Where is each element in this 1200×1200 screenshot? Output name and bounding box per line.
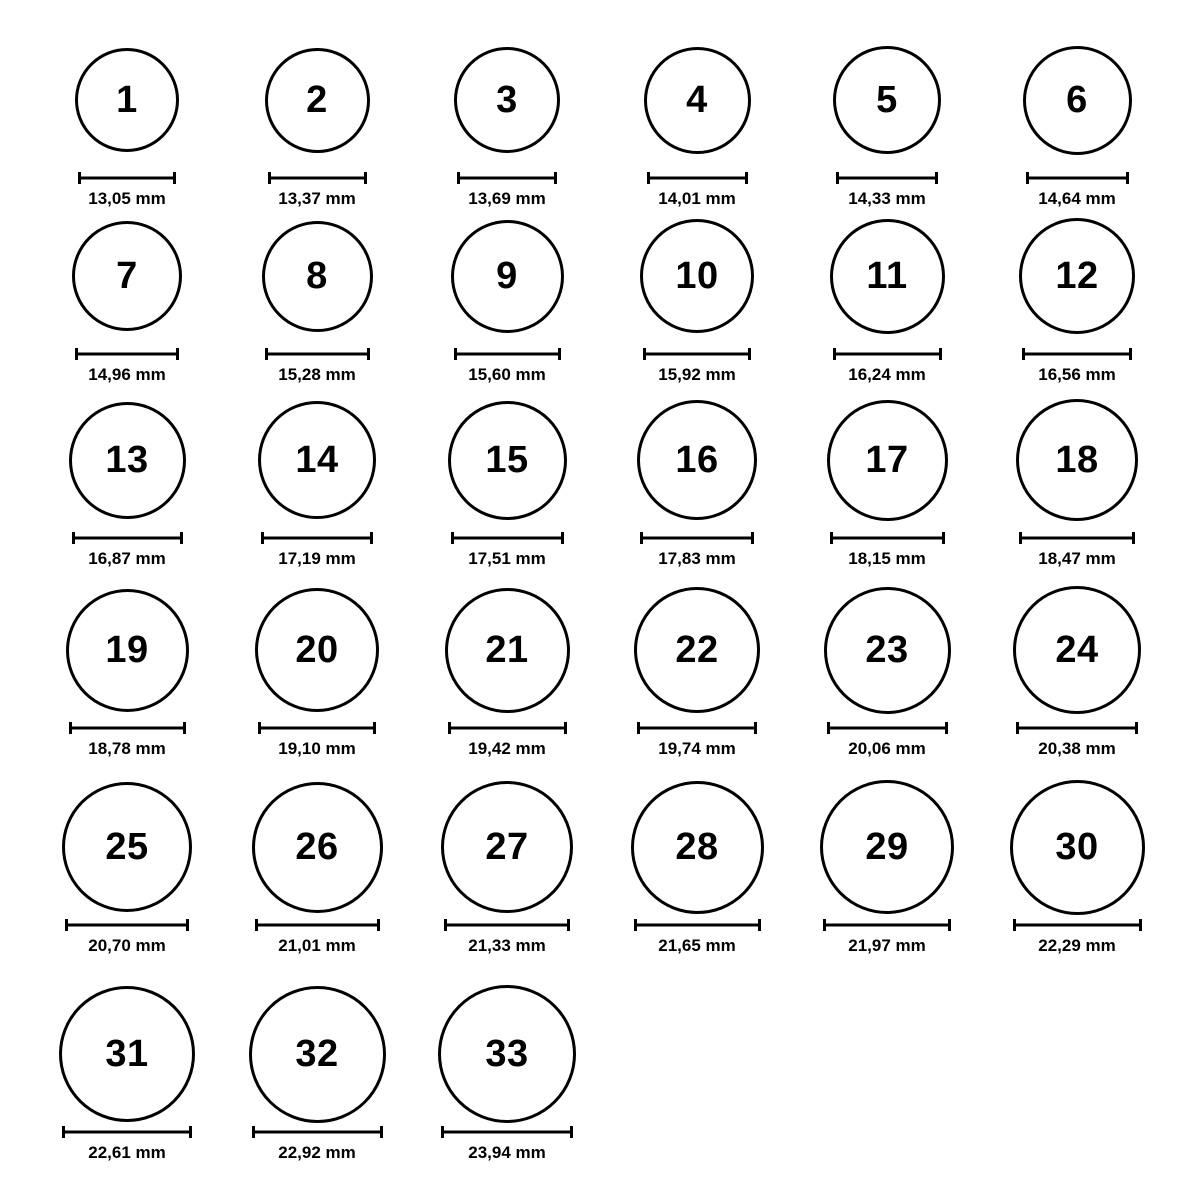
- diameter-measure-bar: [65, 919, 189, 931]
- measure-line: [444, 924, 570, 927]
- measure-cap-left: [444, 919, 447, 931]
- diameter-label: 22,92 mm: [278, 1143, 356, 1162]
- measure-cap-left: [72, 532, 75, 544]
- measure-cap-right: [567, 919, 570, 931]
- measure-line: [836, 177, 938, 180]
- ring-circle-wrap: [262, 204, 373, 348]
- ring-circle-wrap: [1019, 204, 1135, 348]
- ring-size-number: 21: [485, 629, 529, 671]
- measure-line: [448, 727, 567, 730]
- ring-circle: [445, 588, 570, 713]
- ring-circle-wrap: [66, 578, 189, 722]
- ring-circle: [1010, 780, 1145, 915]
- ring-size-cell: [222, 578, 412, 759]
- ring-circle-wrap: [75, 28, 179, 172]
- measure-cap-right: [948, 919, 951, 931]
- measure-cap-left: [454, 348, 457, 360]
- ring-size-cell: [602, 775, 792, 956]
- diameter-label: 22,29 mm: [1038, 936, 1116, 955]
- ring-size-cell: [792, 578, 982, 759]
- ring-size-number: 5: [876, 79, 898, 121]
- ring-circle: [249, 986, 386, 1123]
- measure-cap-right: [377, 919, 380, 931]
- ring-size-cell: [412, 28, 602, 209]
- ring-size-cell: [602, 388, 792, 569]
- ring-circle-wrap: [448, 388, 567, 532]
- measure-line: [1022, 353, 1132, 356]
- measure-line: [255, 924, 380, 927]
- ring-size-number: 15: [485, 439, 529, 481]
- measure-line: [647, 177, 748, 180]
- measure-line: [62, 1131, 192, 1134]
- measure-cap-left: [252, 1126, 255, 1138]
- ring-circle-wrap: [454, 28, 560, 172]
- ring-circle: [258, 401, 376, 519]
- ring-circle-wrap: [252, 775, 383, 919]
- diameter-measure-bar: [252, 1126, 383, 1138]
- ring-size-number: 1: [116, 79, 138, 121]
- diameter-label: 20,06 mm: [848, 739, 926, 758]
- ring-size-cell: [222, 204, 412, 385]
- ring-circle-wrap: [441, 775, 573, 919]
- diameter-measure-bar: [69, 722, 186, 734]
- ring-circle: [827, 400, 948, 521]
- measure-line: [78, 177, 176, 180]
- ring-circle-wrap: [827, 388, 948, 532]
- measure-cap-left: [65, 919, 68, 931]
- ring-size-cell: [792, 204, 982, 385]
- ring-size-cell: [412, 775, 602, 956]
- ring-circle-wrap: [258, 388, 376, 532]
- ring-size-number: 28: [675, 826, 719, 868]
- measure-cap-right: [748, 348, 751, 360]
- ring-circle-wrap: [451, 204, 564, 348]
- ring-circle-wrap: [249, 982, 386, 1126]
- diameter-label: 14,96 mm: [88, 365, 166, 384]
- ring-size-number: 32: [295, 1033, 339, 1075]
- ring-circle-wrap: [1023, 28, 1132, 172]
- ring-size-cell: [792, 28, 982, 209]
- measure-line: [823, 924, 951, 927]
- measure-cap-left: [647, 172, 650, 184]
- diameter-measure-bar: [647, 172, 748, 184]
- measure-cap-right: [554, 172, 557, 184]
- diameter-label: 17,51 mm: [468, 549, 546, 568]
- measure-cap-left: [634, 919, 637, 931]
- ring-size-number: 4: [686, 79, 708, 121]
- diameter-label: 15,28 mm: [278, 365, 356, 384]
- measure-cap-right: [189, 1126, 192, 1138]
- measure-cap-left: [637, 722, 640, 734]
- diameter-label: 21,33 mm: [468, 936, 546, 955]
- ring-size-cell: [602, 204, 792, 385]
- measure-cap-right: [935, 172, 938, 184]
- measure-line: [265, 353, 370, 356]
- diameter-label: 13,37 mm: [278, 189, 356, 208]
- ring-circle: [255, 588, 379, 712]
- measure-line: [69, 727, 186, 730]
- measure-cap-right: [1126, 172, 1129, 184]
- ring-circle: [454, 47, 560, 153]
- ring-size-cell: [412, 204, 602, 385]
- measure-cap-right: [370, 532, 373, 544]
- measure-cap-right: [945, 722, 948, 734]
- measure-cap-left: [75, 348, 78, 360]
- measure-cap-right: [373, 722, 376, 734]
- ring-circle-wrap: [634, 578, 760, 722]
- ring-circle-wrap: [631, 775, 764, 919]
- ring-size-number: 33: [485, 1033, 529, 1075]
- ring-circle-wrap: [833, 28, 941, 172]
- measure-cap-right: [183, 722, 186, 734]
- measure-cap-left: [836, 172, 839, 184]
- measure-line: [830, 537, 945, 540]
- ring-circle-wrap: [824, 578, 951, 722]
- measure-line: [268, 177, 367, 180]
- measure-line: [75, 353, 179, 356]
- measure-cap-left: [78, 172, 81, 184]
- ring-circle: [820, 780, 954, 914]
- measure-cap-left: [830, 532, 833, 544]
- measure-cap-right: [939, 348, 942, 360]
- diameter-measure-bar: [62, 1126, 192, 1138]
- measure-line: [640, 537, 754, 540]
- ring-size-cell: [32, 204, 222, 385]
- ring-size-cell: [412, 388, 602, 569]
- ring-size-number: 23: [865, 629, 909, 671]
- diameter-label: 13,05 mm: [88, 189, 166, 208]
- diameter-measure-bar: [268, 172, 367, 184]
- ring-size-number: 12: [1055, 255, 1099, 297]
- ring-size-number: 2: [306, 79, 328, 121]
- measure-cap-right: [180, 532, 183, 544]
- diameter-label: 16,56 mm: [1038, 365, 1116, 384]
- measure-cap-left: [1019, 532, 1022, 544]
- ring-circle-wrap: [62, 775, 192, 919]
- ring-circle: [262, 221, 373, 332]
- measure-cap-right: [1135, 722, 1138, 734]
- ring-circle-wrap: [644, 28, 751, 172]
- diameter-label: 18,47 mm: [1038, 549, 1116, 568]
- measure-cap-right: [570, 1126, 573, 1138]
- diameter-measure-bar: [258, 722, 376, 734]
- diameter-measure-bar: [833, 348, 942, 360]
- diameter-measure-bar: [1013, 919, 1142, 931]
- diameter-label: 19,74 mm: [658, 739, 736, 758]
- measure-line: [643, 353, 751, 356]
- ring-circle-wrap: [59, 982, 195, 1126]
- diameter-measure-bar: [836, 172, 938, 184]
- diameter-label: 19,10 mm: [278, 739, 356, 758]
- ring-circle-wrap: [255, 578, 379, 722]
- diameter-label: 21,65 mm: [658, 936, 736, 955]
- ring-circle-wrap: [445, 578, 570, 722]
- ring-circle-wrap: [637, 388, 757, 532]
- diameter-measure-bar: [1019, 532, 1135, 544]
- measure-cap-left: [69, 722, 72, 734]
- ring-size-number: 18: [1055, 439, 1099, 481]
- ring-size-number: 26: [295, 826, 339, 868]
- measure-line: [457, 177, 557, 180]
- ring-size-number: 31: [105, 1033, 149, 1075]
- ring-circle: [448, 401, 567, 520]
- ring-size-number: 6: [1066, 79, 1088, 121]
- ring-size-cell: [982, 775, 1172, 956]
- measure-line: [1013, 924, 1142, 927]
- ring-size-cell: [222, 388, 412, 569]
- ring-circle-wrap: [265, 28, 370, 172]
- ring-size-number: 29: [865, 826, 909, 868]
- ring-size-number: 14: [295, 439, 339, 481]
- diameter-measure-bar: [75, 348, 179, 360]
- ring-circle-wrap: [640, 204, 754, 348]
- diameter-label: 23,94 mm: [468, 1143, 546, 1162]
- ring-circle: [1013, 586, 1141, 714]
- measure-cap-left: [1013, 919, 1016, 931]
- ring-size-cell: [32, 775, 222, 956]
- ring-circle: [637, 400, 757, 520]
- measure-cap-right: [942, 532, 945, 544]
- diameter-measure-bar: [643, 348, 751, 360]
- ring-size-number: 3: [496, 79, 518, 121]
- ring-size-cell: [602, 578, 792, 759]
- diameter-measure-bar: [827, 722, 948, 734]
- measure-cap-right: [745, 172, 748, 184]
- diameter-label: 14,64 mm: [1038, 189, 1116, 208]
- ring-size-cell: [32, 388, 222, 569]
- measure-cap-left: [441, 1126, 444, 1138]
- diameter-measure-bar: [830, 532, 945, 544]
- measure-cap-right: [176, 348, 179, 360]
- diameter-measure-bar: [448, 722, 567, 734]
- ring-size-cell: [32, 578, 222, 759]
- measure-cap-right: [1129, 348, 1132, 360]
- ring-circle: [252, 782, 383, 913]
- ring-circle: [640, 219, 754, 333]
- ring-size-cell: [602, 28, 792, 209]
- ring-size-number: 22: [675, 629, 719, 671]
- ring-size-number: 13: [105, 439, 149, 481]
- diameter-label: 15,92 mm: [658, 365, 736, 384]
- measure-cap-left: [1022, 348, 1025, 360]
- diameter-label: 18,78 mm: [88, 739, 166, 758]
- measure-line: [1026, 177, 1129, 180]
- diameter-label: 22,61 mm: [88, 1143, 166, 1162]
- ring-size-cell: [982, 388, 1172, 569]
- ring-circle: [644, 47, 751, 154]
- measure-cap-left: [62, 1126, 65, 1138]
- measure-line: [451, 537, 564, 540]
- ring-size-cell: [982, 578, 1172, 759]
- ring-size-cell: [792, 775, 982, 956]
- ring-size-cell: [982, 204, 1172, 385]
- diameter-measure-bar: [78, 172, 176, 184]
- measure-line: [634, 924, 761, 927]
- diameter-measure-bar: [261, 532, 373, 544]
- diameter-label: 20,38 mm: [1038, 739, 1116, 758]
- ring-circle: [72, 221, 182, 331]
- ring-size-number: 17: [865, 439, 909, 481]
- diameter-label: 19,42 mm: [468, 739, 546, 758]
- measure-line: [833, 353, 942, 356]
- ring-size-number: 19: [105, 629, 149, 671]
- ring-circle-wrap: [1010, 775, 1145, 919]
- ring-circle: [634, 587, 760, 713]
- measure-cap-right: [367, 348, 370, 360]
- ring-circle: [69, 402, 186, 519]
- ring-circle: [1023, 46, 1132, 155]
- ring-circle: [830, 219, 945, 334]
- diameter-label: 14,01 mm: [658, 189, 736, 208]
- measure-cap-right: [754, 722, 757, 734]
- measure-cap-left: [448, 722, 451, 734]
- measure-cap-right: [751, 532, 754, 544]
- measure-line: [65, 924, 189, 927]
- measure-line: [637, 727, 757, 730]
- measure-cap-left: [1026, 172, 1029, 184]
- ring-size-cell: [412, 578, 602, 759]
- measure-cap-right: [1132, 532, 1135, 544]
- measure-cap-left: [255, 919, 258, 931]
- ring-size-cell: [222, 28, 412, 209]
- diameter-label: 14,33 mm: [848, 189, 926, 208]
- ring-size-number: 20: [295, 629, 339, 671]
- ring-size-cell: [222, 982, 412, 1163]
- measure-line: [454, 353, 561, 356]
- ring-circle: [824, 587, 951, 714]
- diameter-measure-bar: [457, 172, 557, 184]
- ring-size-number: 27: [485, 826, 529, 868]
- measure-cap-right: [186, 919, 189, 931]
- measure-line: [252, 1131, 383, 1134]
- ring-size-cell: [222, 775, 412, 956]
- diameter-measure-bar: [265, 348, 370, 360]
- ring-circle: [66, 589, 189, 712]
- ring-circle: [62, 782, 192, 912]
- measure-cap-right: [364, 172, 367, 184]
- measure-cap-right: [758, 919, 761, 931]
- ring-circle-wrap: [820, 775, 954, 919]
- measure-cap-right: [561, 532, 564, 544]
- ring-size-number: 10: [675, 255, 719, 297]
- ring-circle-wrap: [438, 982, 576, 1126]
- diameter-measure-bar: [1016, 722, 1138, 734]
- ring-circle: [75, 48, 179, 152]
- ring-size-number: 7: [116, 255, 138, 297]
- measure-line: [72, 537, 183, 540]
- measure-cap-left: [823, 919, 826, 931]
- diameter-measure-bar: [441, 1126, 573, 1138]
- ring-size-number: 8: [306, 255, 328, 297]
- ring-circle-wrap: [1016, 388, 1138, 532]
- measure-cap-left: [640, 532, 643, 544]
- ring-size-cell: [32, 28, 222, 209]
- diameter-measure-bar: [823, 919, 951, 931]
- ring-size-number: 9: [496, 255, 518, 297]
- diameter-label: 16,87 mm: [88, 549, 166, 568]
- diameter-label: 15,60 mm: [468, 365, 546, 384]
- diameter-label: 16,24 mm: [848, 365, 926, 384]
- measure-cap-left: [827, 722, 830, 734]
- ring-size-number: 24: [1055, 629, 1099, 671]
- diameter-measure-bar: [634, 919, 761, 931]
- measure-line: [1019, 537, 1135, 540]
- measure-line: [258, 727, 376, 730]
- ring-circle-wrap: [1013, 578, 1141, 722]
- ring-size-number: 30: [1055, 826, 1099, 868]
- diameter-measure-bar: [1022, 348, 1132, 360]
- measure-cap-left: [643, 348, 646, 360]
- ring-size-number: 25: [105, 826, 149, 868]
- ring-circle-wrap: [72, 204, 182, 348]
- measure-cap-right: [173, 172, 176, 184]
- measure-cap-left: [1016, 722, 1019, 734]
- ring-circle: [265, 48, 370, 153]
- ring-circle: [631, 781, 764, 914]
- ring-circle: [59, 986, 195, 1122]
- measure-cap-left: [451, 532, 454, 544]
- measure-line: [261, 537, 373, 540]
- ring-size-cell: [982, 28, 1172, 209]
- ring-size-cell: [32, 982, 222, 1163]
- measure-cap-right: [558, 348, 561, 360]
- measure-cap-right: [1139, 919, 1142, 931]
- ring-circle: [438, 985, 576, 1123]
- measure-cap-left: [258, 722, 261, 734]
- diameter-measure-bar: [444, 919, 570, 931]
- measure-line: [827, 727, 948, 730]
- diameter-measure-bar: [454, 348, 561, 360]
- diameter-label: 17,83 mm: [658, 549, 736, 568]
- diameter-label: 13,69 mm: [468, 189, 546, 208]
- diameter-label: 21,97 mm: [848, 936, 926, 955]
- ring-circle: [1016, 399, 1138, 521]
- diameter-measure-bar: [72, 532, 183, 544]
- measure-cap-right: [380, 1126, 383, 1138]
- ring-size-number: 16: [675, 439, 719, 481]
- diameter-measure-bar: [640, 532, 754, 544]
- ring-circle: [441, 781, 573, 913]
- measure-cap-right: [564, 722, 567, 734]
- ring-size-cell: [792, 388, 982, 569]
- measure-line: [441, 1131, 573, 1134]
- diameter-label: 17,19 mm: [278, 549, 356, 568]
- measure-cap-left: [261, 532, 264, 544]
- diameter-label: 20,70 mm: [88, 936, 166, 955]
- measure-cap-left: [265, 348, 268, 360]
- ring-circle: [833, 46, 941, 154]
- ring-size-cell: [412, 982, 602, 1163]
- diameter-label: 18,15 mm: [848, 549, 926, 568]
- measure-line: [1016, 727, 1138, 730]
- ring-circle: [451, 220, 564, 333]
- measure-cap-left: [457, 172, 460, 184]
- diameter-measure-bar: [451, 532, 564, 544]
- ring-circle: [1019, 218, 1135, 334]
- measure-cap-left: [833, 348, 836, 360]
- diameter-measure-bar: [1026, 172, 1129, 184]
- ring-circle-wrap: [830, 204, 945, 348]
- ring-circle-wrap: [69, 388, 186, 532]
- measure-cap-left: [268, 172, 271, 184]
- diameter-measure-bar: [255, 919, 380, 931]
- diameter-measure-bar: [637, 722, 757, 734]
- diameter-label: 21,01 mm: [278, 936, 356, 955]
- ring-size-number: 11: [866, 255, 908, 297]
